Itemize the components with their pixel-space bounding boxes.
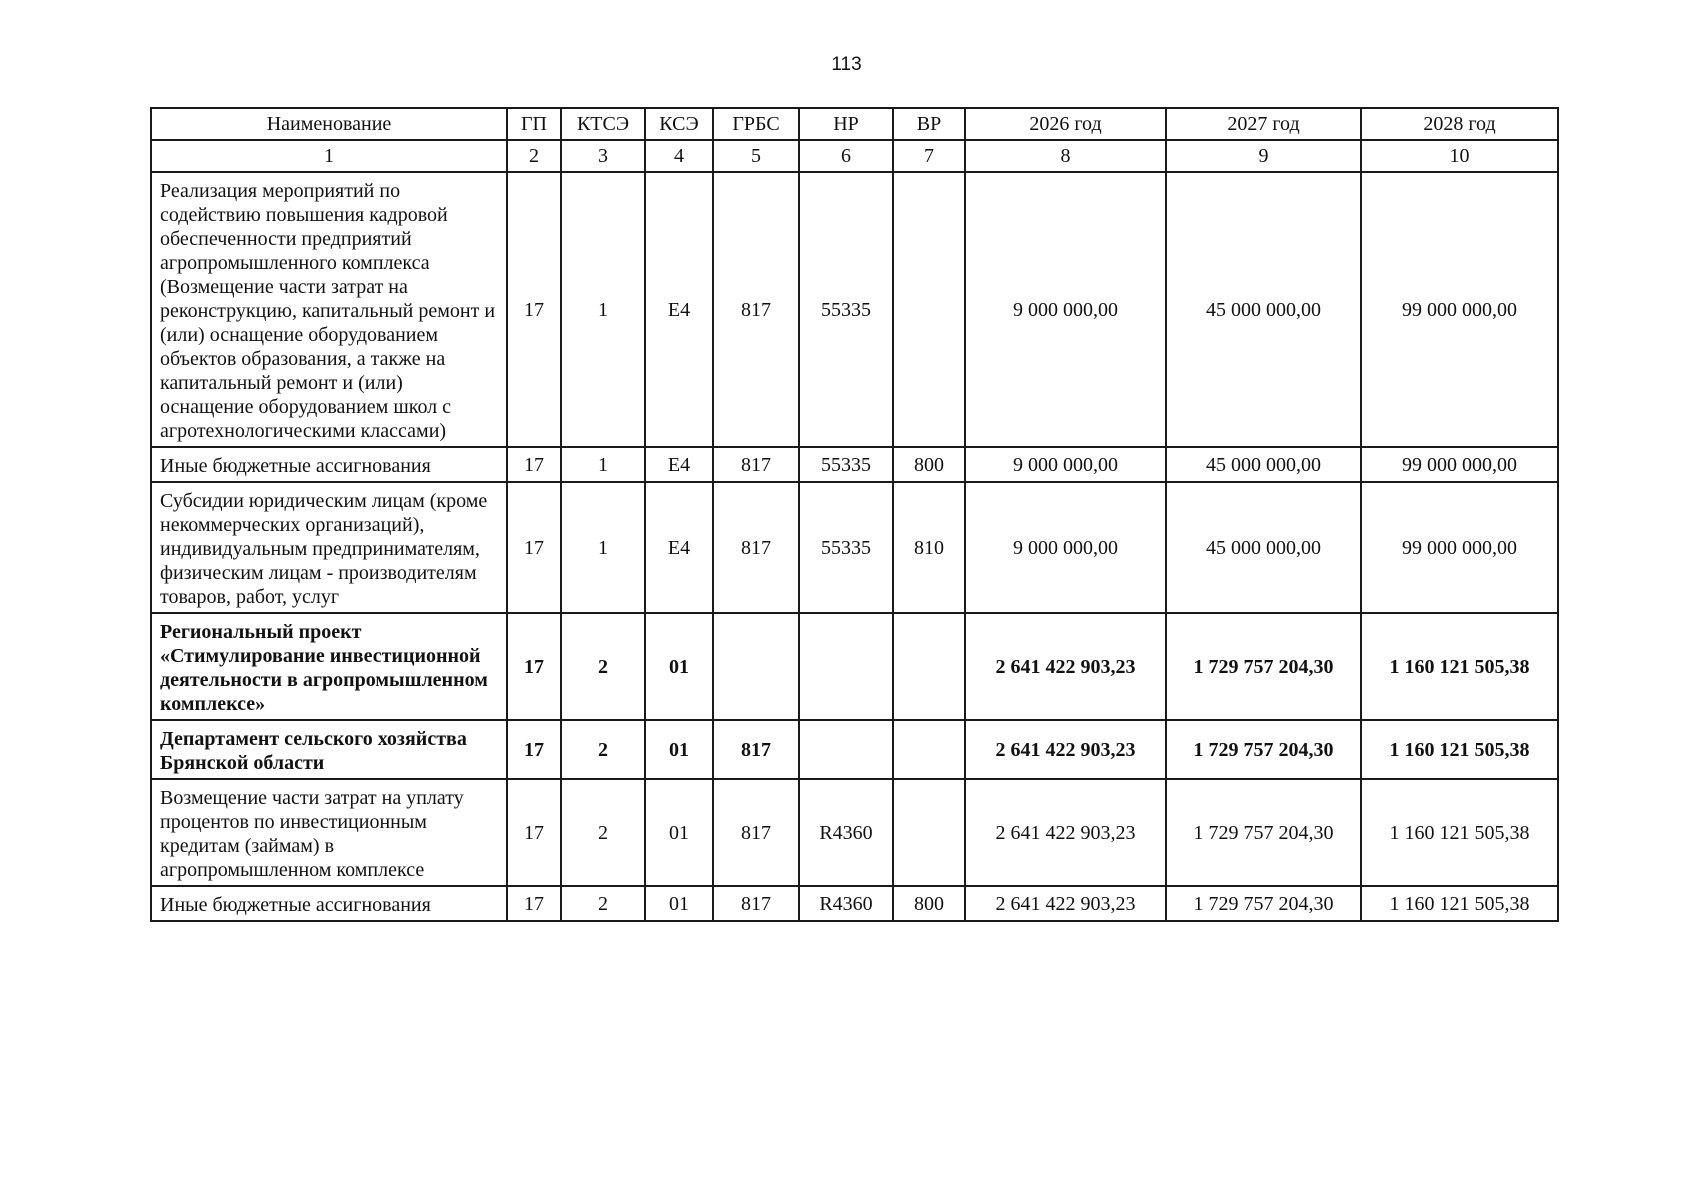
column-number: 10: [1361, 140, 1558, 172]
column-number: 3: [561, 140, 645, 172]
cell-nr: [799, 613, 893, 720]
cell-ktse: 2: [561, 779, 645, 886]
cell-ktse: 2: [561, 613, 645, 720]
cell-gp: 17: [507, 482, 561, 613]
cell-vr: 810: [893, 482, 965, 613]
header-row: [151, 108, 1558, 140]
cell-gp: 17: [507, 447, 561, 482]
page-number: 113: [831, 54, 862, 75]
cell-2027: 45 000 000,00: [1166, 447, 1361, 482]
cell-2027: 1 729 757 204,30: [1166, 779, 1361, 886]
cell-kse: 01: [645, 720, 713, 779]
column-number: 5: [713, 140, 799, 172]
column-number: 1: [151, 140, 507, 172]
header-gp: ГП: [507, 108, 561, 140]
cell-name: Региональный проект «Стимулирование инвестиционной деятельности в агропромышленном комплексе»: [151, 613, 507, 720]
cell-grbs: 817: [713, 172, 799, 447]
cell-gp: 17: [507, 720, 561, 779]
table-row: [151, 886, 1558, 921]
column-number: 9: [1166, 140, 1361, 172]
cell-kse: Е4: [645, 482, 713, 613]
cell-vr: [893, 172, 965, 447]
cell-ktse: 1: [561, 447, 645, 482]
cell-nr: 55335: [799, 447, 893, 482]
cell-nr: R4360: [799, 886, 893, 921]
header-vr: ВР: [893, 108, 965, 140]
cell-nr: R4360: [799, 779, 893, 886]
cell-grbs: 817: [713, 482, 799, 613]
cell-2026: 2 641 422 903,23: [965, 720, 1166, 779]
column-number: 4: [645, 140, 713, 172]
cell-2026: 9 000 000,00: [965, 482, 1166, 613]
cell-vr: [893, 613, 965, 720]
column-number: 8: [965, 140, 1166, 172]
cell-2028: 1 160 121 505,38: [1361, 779, 1558, 886]
cell-2026: 9 000 000,00: [965, 172, 1166, 447]
header-nr: НР: [799, 108, 893, 140]
cell-2028: 99 000 000,00: [1361, 172, 1558, 447]
table-row: [151, 172, 1558, 447]
cell-vr: 800: [893, 447, 965, 482]
cell-grbs: [713, 613, 799, 720]
cell-ktse: 2: [561, 886, 645, 921]
header-ktse: КТСЭ: [561, 108, 645, 140]
cell-nr: 55335: [799, 482, 893, 613]
cell-2026: 9 000 000,00: [965, 447, 1166, 482]
cell-name: Иные бюджетные ассигнования: [151, 447, 507, 482]
table-row: [151, 447, 1558, 482]
cell-gp: 17: [507, 613, 561, 720]
cell-gp: 17: [507, 779, 561, 886]
cell-kse: 01: [645, 779, 713, 886]
cell-gp: 17: [507, 886, 561, 921]
cell-2027: 1 729 757 204,30: [1166, 613, 1361, 720]
cell-2027: 1 729 757 204,30: [1166, 720, 1361, 779]
cell-gp: 17: [507, 172, 561, 447]
cell-ktse: 1: [561, 482, 645, 613]
cell-grbs: 817: [713, 886, 799, 921]
header-grbs: ГРБС: [713, 108, 799, 140]
table-row: [151, 613, 1558, 720]
cell-2026: 2 641 422 903,23: [965, 613, 1166, 720]
cell-name: Возмещение части затрат на уплату процентов по инвестиционным кредитам (займам) в агропромышленном комплексе: [151, 779, 507, 886]
cell-2028: 1 160 121 505,38: [1361, 720, 1558, 779]
cell-name: Департамент сельского хозяйства Брянской области: [151, 720, 507, 779]
cell-nr: [799, 720, 893, 779]
cell-nr: 55335: [799, 172, 893, 447]
cell-kse: Е4: [645, 447, 713, 482]
cell-vr: [893, 720, 965, 779]
cell-2028: 1 160 121 505,38: [1361, 613, 1558, 720]
cell-ktse: 2: [561, 720, 645, 779]
budget-table: [150, 107, 1559, 922]
cell-2027: 45 000 000,00: [1166, 172, 1361, 447]
cell-vr: 800: [893, 886, 965, 921]
table-row: [151, 482, 1558, 613]
table-row: [151, 720, 1558, 779]
cell-2028: 99 000 000,00: [1361, 447, 1558, 482]
header-kse: КСЭ: [645, 108, 713, 140]
header-2026: 2026 год: [965, 108, 1166, 140]
cell-kse: 01: [645, 613, 713, 720]
cell-kse: Е4: [645, 172, 713, 447]
cell-grbs: 817: [713, 447, 799, 482]
cell-ktse: 1: [561, 172, 645, 447]
column-number: 6: [799, 140, 893, 172]
cell-2028: 99 000 000,00: [1361, 482, 1558, 613]
column-number: 2: [507, 140, 561, 172]
cell-grbs: 817: [713, 779, 799, 886]
cell-name: Субсидии юридическим лицам (кроме некоммерческих организаций), индивидуальным предпринимателям, физическим лицам - производителям товаров, работ, услуг: [151, 482, 507, 613]
cell-2028: 1 160 121 505,38: [1361, 886, 1558, 921]
table-row: [151, 779, 1558, 886]
cell-name: Иные бюджетные ассигнования: [151, 886, 507, 921]
cell-kse: 01: [645, 886, 713, 921]
column-number: 7: [893, 140, 965, 172]
cell-name: Реализация мероприятий по содействию повышения кадровой обеспеченности предприятий агропромышленного комплекса (Возмещение части затрат на реконструкцию, капитальный ремонт и (или) оснащение оборудованием объектов образования, а также на капитальный ремонт и (или) оснащение оборудованием школ с агротехнологическими классами): [151, 172, 507, 447]
cell-2026: 2 641 422 903,23: [965, 779, 1166, 886]
cell-2027: 45 000 000,00: [1166, 482, 1361, 613]
header-name: Наименование: [151, 108, 507, 140]
header-2028: 2028 год: [1361, 108, 1558, 140]
column-number-row: [151, 140, 1558, 172]
cell-2027: 1 729 757 204,30: [1166, 886, 1361, 921]
cell-2026: 2 641 422 903,23: [965, 886, 1166, 921]
cell-grbs: 817: [713, 720, 799, 779]
header-2027: 2027 год: [1166, 108, 1361, 140]
cell-vr: [893, 779, 965, 886]
